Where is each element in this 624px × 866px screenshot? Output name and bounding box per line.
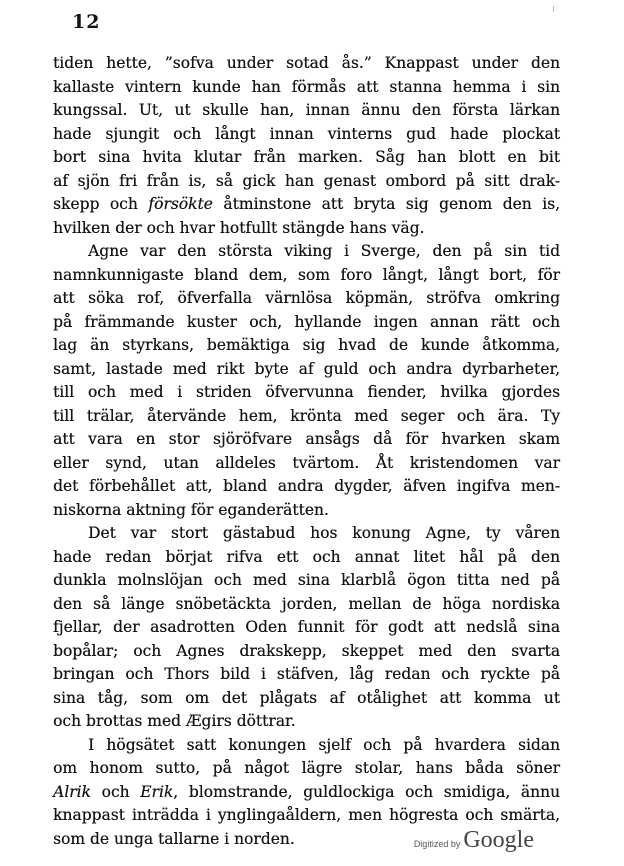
scan-mark <box>553 6 554 12</box>
text-segment: att vara en stor sjöröfvare ansågs då för hvarken skam <box>53 430 560 448</box>
text-line <box>53 593 560 617</box>
text-segment: bopålar; och Agnes drakskepp, skeppet med den svarta <box>53 641 560 660</box>
text-line <box>53 99 560 123</box>
text-line <box>53 52 560 76</box>
google-logo: Google <box>463 827 534 853</box>
watermark-prefix: Digitized by <box>413 839 461 849</box>
text-segment: hvilken der och hvar hotfullt stängde hans väg. <box>53 218 425 237</box>
text-segment: I högsätet satt konungen sjelf och på hvardera sidan <box>88 735 560 754</box>
text-line <box>53 217 560 241</box>
text-line <box>53 264 560 288</box>
text-line <box>53 546 560 570</box>
text-line <box>53 76 560 100</box>
text-line <box>53 146 560 170</box>
text-line <box>53 170 560 194</box>
text-line <box>53 428 560 452</box>
text-segment: och <box>90 782 141 801</box>
text-segment: till trälar, återvände hem, krönta med seger och ära. Ty <box>53 406 560 425</box>
text-segment: sina tåg, som om det plågats af otålighet att komma ut <box>53 688 560 707</box>
text-segment: knappast inträdda i ynglingaåldern, men högresta och smärta, <box>53 806 560 824</box>
text-segment: niskorna aktning för eganderätten. <box>53 500 329 519</box>
text-segment: namnkunnigaste bland dem, som foro långt, långt bort, för <box>53 265 560 284</box>
text-line <box>53 405 560 429</box>
text-line <box>53 640 560 664</box>
text-segment: skepp och <box>53 195 149 213</box>
text-line <box>53 193 560 217</box>
text-segment: kungssal. Ut, ut skulle han, innan ännu den första lärkan <box>53 101 560 119</box>
text-line <box>53 452 560 476</box>
text-line <box>53 687 560 711</box>
italic-word: försökte <box>148 195 213 213</box>
body-text <box>53 52 560 851</box>
text-segment: det förbehållet att, bland andra dygder, äfven ingifva men- <box>53 477 560 495</box>
text-segment: af sjön fri från is, så gick han genast ombord på sitt drak- <box>53 171 560 190</box>
italic-word: Alrik <box>53 782 91 801</box>
text-segment: som de unga tallarne i norden. <box>53 829 295 848</box>
text-line <box>53 781 560 805</box>
text-segment: om honom sutto, på något lägre stolar, hans båda söner <box>53 759 560 777</box>
text-segment: kallaste vintern kunde han förmås att stanna hemma i sin <box>53 77 560 96</box>
text-segment: bort sina hvita klutar från marken. Såg han blott en bit <box>53 148 560 166</box>
text-segment: samt, lastade med rikt byte af guld och andra dyrbarheter, <box>53 359 560 378</box>
text-segment: fjellar, der asadrotten Oden funnit för godt att nedslå sina <box>53 618 560 636</box>
text-line <box>53 475 560 499</box>
text-segment: hade sjungit och långt innan vinterns gud hade plockat <box>53 124 560 143</box>
text-line <box>53 522 560 546</box>
text-line <box>53 569 560 593</box>
digitized-by-google-watermark <box>414 827 534 854</box>
page-number: 12 <box>72 11 101 33</box>
text-line <box>53 287 560 311</box>
text-line <box>53 381 560 405</box>
text-line <box>53 240 560 264</box>
text-line <box>53 123 560 147</box>
text-line <box>53 499 560 523</box>
text-line <box>53 311 560 335</box>
text-segment: till och med i striden öfvervunna fiender, hvilka gjordes <box>53 383 560 401</box>
text-segment: bringan och Thors bild i stäfven, låg redan och ryckte på <box>53 665 560 683</box>
text-segment: eller synd, utan alldeles tvärtom. Åt kristendomen var <box>53 453 560 472</box>
text-line <box>53 663 560 687</box>
text-segment: Det var stort gästabud hos konung Agne, ty våren <box>88 524 560 542</box>
text-segment: på främmande kuster och, hyllande ingen annan rätt och <box>53 312 560 331</box>
text-segment: tiden hette, ”sofva under sotad ås.” Knappast under den <box>53 54 560 72</box>
text-line <box>53 734 560 758</box>
text-line <box>53 334 560 358</box>
text-segment: dunkla molnslöjan och med sina klarblå ögon titta ned på <box>53 571 560 589</box>
text-line <box>53 710 560 734</box>
text-segment: åtminstone att bryta sig genom den is, <box>212 195 560 213</box>
text-line <box>53 616 560 640</box>
text-segment: Agne var den största viking i Sverge, den på sin tid <box>88 242 560 260</box>
text-line <box>53 757 560 781</box>
text-segment: lag än styrkans, bemäktiga sig hvad de kunde åtkomma, <box>53 336 560 354</box>
text-line <box>53 804 560 828</box>
italic-word: Erik <box>140 782 174 801</box>
text-segment: , blomstrande, guldlockiga och smidiga, ännu <box>173 782 560 801</box>
text-segment: hade redan börjat rifva ett och annat litet hål på den <box>53 547 560 566</box>
text-segment: den så länge snöbetäckta jorden, mellan de höga nordiska <box>53 594 560 613</box>
text-line <box>53 358 560 382</box>
text-segment: och brottas med Ægirs döttrar. <box>53 712 296 730</box>
text-segment: att söka rof, öfverfalla värnlösa köpmän, ströfva omkring <box>53 289 560 307</box>
